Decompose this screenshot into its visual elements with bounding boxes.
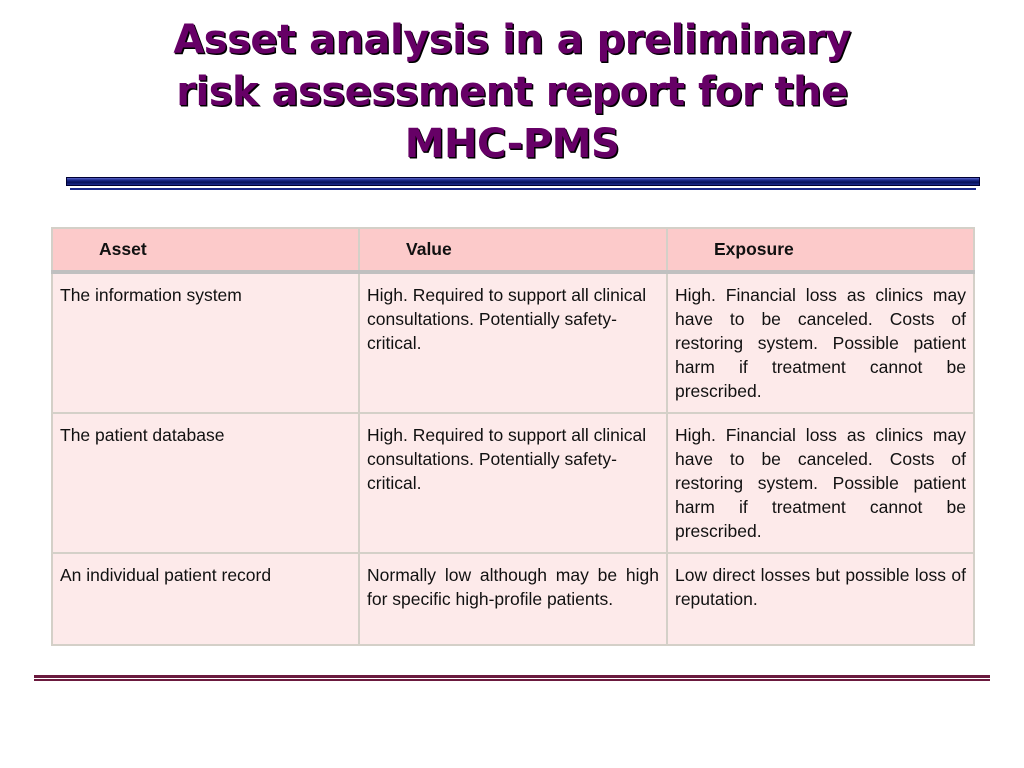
table-row [52,553,974,645]
table-row [52,413,974,553]
header-exposure: Exposure [667,228,974,272]
cell-asset: The patient database [52,413,359,553]
cell-exposure: Low direct losses but possible loss of reputation. [667,553,974,645]
cell-value: High. Required to support all clinical consultations. Potentially safety-critical. [359,413,667,553]
footer-divider-line-bottom [34,679,990,681]
table-row [52,272,974,413]
footer-divider-line-top [34,675,990,678]
header-value: Value [359,228,667,272]
title-divider-band [66,177,980,186]
cell-asset: The information system [52,272,359,413]
cell-value: High. Required to support all clinical consultations. Potentially safety-critical. [359,272,667,413]
asset-analysis-table [51,227,975,646]
slide-title [92,14,932,170]
header-asset: Asset [52,228,359,272]
cell-value: Normally low although may be high for specific high-profile patients. [359,553,667,645]
cell-exposure: High. Financial loss as clinics may have to be canceled. Costs of restoring system. Possible patient harm if treatment cannot be prescribed. [667,413,974,553]
title-divider [66,175,980,191]
title-divider-underline [70,188,976,190]
table-header-row [52,228,974,272]
title-line-2: risk assessment report for the [176,69,848,115]
footer-divider [34,675,990,682]
title-line-1: Asset analysis in a preliminary [173,17,851,63]
cell-exposure: High. Financial loss as clinics may have to be canceled. Costs of restoring system. Possible patient harm if treatment cannot be prescribed. [667,272,974,413]
cell-asset: An individual patient record [52,553,359,645]
title-line-3: MHC-PMS [404,121,620,167]
